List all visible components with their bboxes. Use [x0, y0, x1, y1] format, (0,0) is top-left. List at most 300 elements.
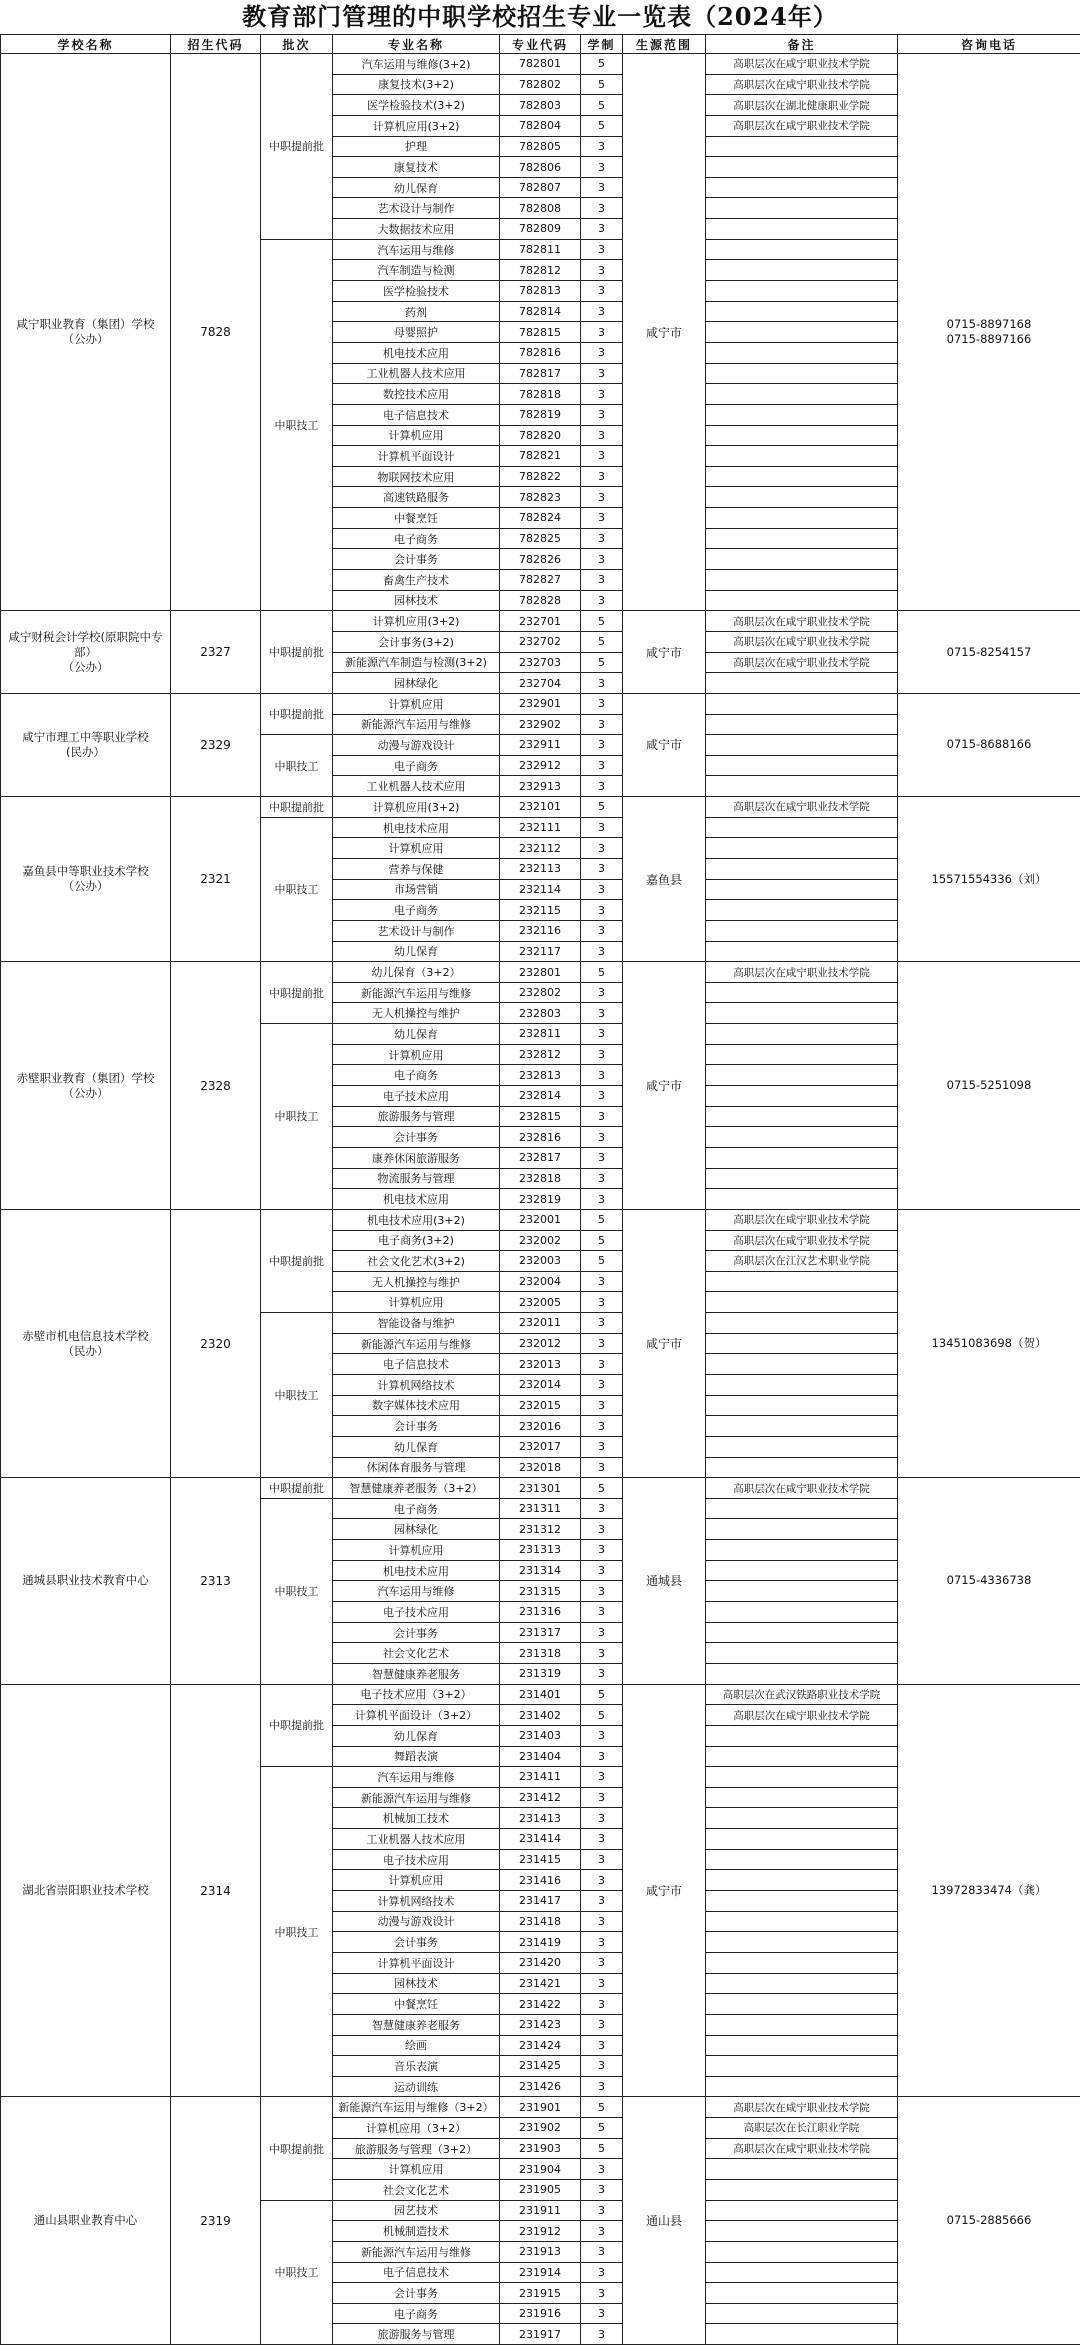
program-code: 231415 — [500, 1849, 581, 1870]
contact-phone: 0715-8254157 — [898, 611, 1080, 694]
program-code: 232702 — [500, 631, 581, 652]
program-code: 782806 — [500, 157, 581, 178]
program-years: 3 — [581, 776, 623, 797]
program-code: 231902 — [500, 2118, 581, 2139]
program-years: 5 — [581, 74, 623, 95]
enroll-code: 2314 — [171, 1684, 261, 2097]
program-years: 5 — [581, 1684, 623, 1705]
program-years: 3 — [581, 301, 623, 322]
program-name: 汽车运用与维修 — [333, 1767, 500, 1788]
program-code: 232703 — [500, 652, 581, 673]
program-name: 计算机平面设计（3+2） — [333, 1705, 500, 1726]
program-note — [706, 1271, 898, 1292]
program-years: 3 — [581, 714, 623, 735]
program-name: 社会文化艺术 — [333, 2179, 500, 2200]
program-name: 机电技术应用 — [333, 1560, 500, 1581]
program-years: 3 — [581, 1767, 623, 1788]
program-code: 232701 — [500, 611, 581, 632]
program-name: 新能源汽车运用与维修 — [333, 714, 500, 735]
school-name: 赤壁职业教育（集团）学校 （公办） — [1, 962, 171, 1210]
program-years: 3 — [581, 1540, 623, 1561]
program-name: 机电技术应用 — [333, 817, 500, 838]
program-years: 3 — [581, 1395, 623, 1416]
program-years: 3 — [581, 1911, 623, 1932]
program-years: 3 — [581, 900, 623, 921]
program-note — [706, 2303, 898, 2324]
program-years: 3 — [581, 198, 623, 219]
program-years: 5 — [581, 652, 623, 673]
batch-name: 中职提前批 — [261, 1478, 333, 1499]
program-years: 3 — [581, 590, 623, 611]
program-years: 3 — [581, 1746, 623, 1767]
program-name: 电子技术应用 — [333, 1602, 500, 1623]
program-note — [706, 1168, 898, 1189]
program-code: 231401 — [500, 1684, 581, 1705]
program-name: 会计事务 — [333, 549, 500, 570]
school-name: 通山县职业教育中心 — [1, 2097, 171, 2345]
program-code: 782815 — [500, 322, 581, 343]
program-note — [706, 322, 898, 343]
program-name: 药剂 — [333, 301, 500, 322]
program-note — [706, 177, 898, 198]
program-years: 3 — [581, 2200, 623, 2221]
program-note — [706, 1870, 898, 1891]
program-name: 新能源汽车运用与维修 — [333, 2241, 500, 2262]
header-note: 备注 — [706, 35, 898, 54]
school-name: 嘉鱼县中等职业技术学校 （公办） — [1, 797, 171, 962]
program-code: 231318 — [500, 1643, 581, 1664]
program-years: 3 — [581, 879, 623, 900]
program-years: 3 — [581, 982, 623, 1003]
batch-name: 中职技工 — [261, 735, 333, 797]
program-note — [706, 157, 898, 178]
program-years: 5 — [581, 115, 623, 136]
program-name: 数控技术应用 — [333, 384, 500, 405]
program-name: 电子信息技术 — [333, 404, 500, 425]
program-note — [706, 920, 898, 941]
program-name: 计算机应用（3+2） — [333, 2118, 500, 2139]
region: 咸宁市 — [623, 693, 706, 796]
program-years: 3 — [581, 1560, 623, 1581]
program-code: 782808 — [500, 198, 581, 219]
program-name: 园林技术 — [333, 590, 500, 611]
program-years: 3 — [581, 941, 623, 962]
program-note — [706, 446, 898, 467]
program-years: 3 — [581, 1870, 623, 1891]
program-name: 艺术设计与制作 — [333, 920, 500, 941]
program-note: 高职层次在咸宁职业技术学院 — [706, 1478, 898, 1499]
region: 通城县 — [623, 1478, 706, 1684]
program-note — [706, 879, 898, 900]
program-name: 电子商务 — [333, 528, 500, 549]
program-note: 高职层次在咸宁职业技术学院 — [706, 115, 898, 136]
program-note — [706, 1994, 898, 2015]
contact-phone: 15571554336（刘） — [898, 797, 1080, 962]
program-note — [706, 1952, 898, 1973]
program-name: 工业机器人技术应用 — [333, 776, 500, 797]
program-name: 市场营销 — [333, 879, 500, 900]
enroll-code: 7828 — [171, 54, 261, 611]
program-name: 智慧健康养老服务（3+2） — [333, 1478, 500, 1499]
program-note — [706, 1313, 898, 1334]
batch-name: 中职技工 — [261, 1767, 333, 2097]
program-name: 园艺技术 — [333, 2200, 500, 2221]
program-note — [706, 1024, 898, 1045]
program-years: 3 — [581, 342, 623, 363]
program-note — [706, 1375, 898, 1396]
program-note — [706, 260, 898, 281]
program-years: 5 — [581, 2138, 623, 2159]
enroll-code: 2320 — [171, 1209, 261, 1477]
program-code: 231414 — [500, 1829, 581, 1850]
program-name: 新能源汽车运用与维修 — [333, 982, 500, 1003]
program-name: 计算机网络技术 — [333, 1375, 500, 1396]
program-note — [706, 363, 898, 384]
program-note — [706, 1849, 898, 1870]
program-name: 社会文化艺术 — [333, 1643, 500, 1664]
program-note — [706, 1540, 898, 1561]
program-code: 232015 — [500, 1395, 581, 1416]
program-name: 园林技术 — [333, 1973, 500, 1994]
program-code: 782822 — [500, 466, 581, 487]
header-region: 生源范围 — [623, 35, 706, 54]
program-code: 231404 — [500, 1746, 581, 1767]
batch-name: 中职提前批 — [261, 1209, 333, 1312]
program-name: 计算机应用 — [333, 1292, 500, 1313]
program-years: 3 — [581, 1787, 623, 1808]
program-note — [706, 714, 898, 735]
program-name: 旅游服务与管理 — [333, 2324, 500, 2345]
program-code: 232101 — [500, 797, 581, 818]
program-note — [706, 487, 898, 508]
enroll-code: 2329 — [171, 693, 261, 796]
program-name: 康复技术 — [333, 157, 500, 178]
program-name: 电子商务 — [333, 900, 500, 921]
program-years: 3 — [581, 1498, 623, 1519]
program-note: 高职层次在湖北健康职业学院 — [706, 95, 898, 116]
program-code: 231420 — [500, 1952, 581, 1973]
program-note — [706, 1333, 898, 1354]
program-code: 231424 — [500, 2035, 581, 2056]
program-code: 232004 — [500, 1271, 581, 1292]
program-name: 新能源汽车运用与维修 — [333, 1787, 500, 1808]
table-row — [1, 1209, 1080, 1230]
program-years: 3 — [581, 363, 623, 384]
program-note — [706, 1602, 898, 1623]
program-name: 电子信息技术 — [333, 2262, 500, 2283]
program-note — [706, 673, 898, 694]
region: 咸宁市 — [623, 962, 706, 1210]
header-school-name: 学校名称 — [1, 35, 171, 54]
program-years: 3 — [581, 1189, 623, 1210]
program-note — [706, 2283, 898, 2304]
program-code: 231411 — [500, 1767, 581, 1788]
program-years: 5 — [581, 631, 623, 652]
header-years: 学制 — [581, 35, 623, 54]
program-name: 会计事务 — [333, 1932, 500, 1953]
program-name: 社会文化艺术(3+2) — [333, 1251, 500, 1272]
program-code: 232117 — [500, 941, 581, 962]
program-years: 3 — [581, 1333, 623, 1354]
program-years: 3 — [581, 817, 623, 838]
program-note — [706, 1808, 898, 1829]
program-note: 高职层次在咸宁职业技术学院 — [706, 631, 898, 652]
batch-name: 中职提前批 — [261, 962, 333, 1024]
header-program-code: 专业代码 — [500, 35, 581, 54]
program-years: 3 — [581, 1581, 623, 1602]
program-years: 3 — [581, 755, 623, 776]
program-note — [706, 2262, 898, 2283]
program-code: 231301 — [500, 1478, 581, 1499]
program-years: 3 — [581, 281, 623, 302]
program-note — [706, 1065, 898, 1086]
school-name: 赤壁市机电信息技术学校 （民办） — [1, 1209, 171, 1477]
program-note — [706, 817, 898, 838]
table-row — [1, 2097, 1080, 2118]
program-note — [706, 858, 898, 879]
program-name: 计算机应用 — [333, 693, 500, 714]
program-years: 5 — [581, 1705, 623, 1726]
program-code: 231403 — [500, 1725, 581, 1746]
program-years: 3 — [581, 838, 623, 859]
program-note — [706, 342, 898, 363]
program-note: 高职层次在咸宁职业技术学院 — [706, 1705, 898, 1726]
program-name: 机电技术应用(3+2) — [333, 1209, 500, 1230]
program-code: 231421 — [500, 1973, 581, 1994]
program-years: 3 — [581, 322, 623, 343]
program-name: 新能源汽车运用与维修（3+2） — [333, 2097, 500, 2118]
program-name: 计算机平面设计 — [333, 446, 500, 467]
program-years: 3 — [581, 2303, 623, 2324]
program-years: 5 — [581, 54, 623, 75]
program-note — [706, 755, 898, 776]
program-years: 3 — [581, 1354, 623, 1375]
program-code: 231916 — [500, 2303, 581, 2324]
school-name: 咸宁财税会计学校(原职院中专部） （公办） — [1, 611, 171, 694]
program-code: 232005 — [500, 1292, 581, 1313]
enroll-code: 2327 — [171, 611, 261, 694]
program-name: 计算机应用 — [333, 2159, 500, 2180]
school-name: 通城县职业技术教育中心 — [1, 1478, 171, 1684]
program-name: 电子商务 — [333, 1498, 500, 1519]
program-note — [706, 549, 898, 570]
program-code: 782803 — [500, 95, 581, 116]
program-note: 高职层次在江汉艺术职业学院 — [706, 1251, 898, 1272]
program-years: 3 — [581, 239, 623, 260]
program-code: 231911 — [500, 2200, 581, 2221]
program-years: 3 — [581, 2014, 623, 2035]
program-note — [706, 1292, 898, 1313]
program-note — [706, 1643, 898, 1664]
program-name: 会计事务 — [333, 1416, 500, 1437]
program-code: 231912 — [500, 2221, 581, 2242]
region: 咸宁市 — [623, 611, 706, 694]
program-code: 232813 — [500, 1065, 581, 1086]
program-code: 232811 — [500, 1024, 581, 1045]
program-code: 231422 — [500, 1994, 581, 2015]
program-years: 3 — [581, 1519, 623, 1540]
table-row — [1, 54, 1080, 75]
program-name: 运动训练 — [333, 2076, 500, 2097]
program-years: 3 — [581, 1622, 623, 1643]
program-code: 782809 — [500, 219, 581, 240]
program-years: 3 — [581, 2179, 623, 2200]
program-code: 232011 — [500, 1313, 581, 1334]
program-name: 智慧健康养老服务 — [333, 1663, 500, 1684]
program-years: 3 — [581, 425, 623, 446]
contact-phone: 0715-4336738 — [898, 1478, 1080, 1684]
program-name: 计算机应用 — [333, 1540, 500, 1561]
program-years: 3 — [581, 136, 623, 157]
program-code: 231423 — [500, 2014, 581, 2035]
table-row — [1, 1478, 1080, 1499]
program-note — [706, 900, 898, 921]
program-note — [706, 1581, 898, 1602]
program-note — [706, 2035, 898, 2056]
program-name: 机电技术应用 — [333, 1189, 500, 1210]
contact-phone: 0715-8897168 0715-8897166 — [898, 54, 1080, 611]
program-code: 782818 — [500, 384, 581, 405]
header-phone: 咨询电话 — [898, 35, 1080, 54]
program-code: 232112 — [500, 838, 581, 859]
program-note — [706, 838, 898, 859]
program-note — [706, 384, 898, 405]
program-code: 782828 — [500, 590, 581, 611]
program-code: 782807 — [500, 177, 581, 198]
program-code: 782813 — [500, 281, 581, 302]
contact-phone: 13972833474（龚） — [898, 1684, 1080, 2097]
program-code: 232818 — [500, 1168, 581, 1189]
program-years: 3 — [581, 735, 623, 756]
region: 嘉鱼县 — [623, 797, 706, 962]
program-name: 机械制造技术 — [333, 2221, 500, 2242]
program-name: 电子商务 — [333, 2303, 500, 2324]
program-name: 音乐表演 — [333, 2056, 500, 2077]
program-years: 3 — [581, 1849, 623, 1870]
program-note — [706, 2324, 898, 2345]
program-years: 3 — [581, 1024, 623, 1045]
program-code: 231419 — [500, 1932, 581, 1953]
table-row — [1, 693, 1080, 714]
program-name: 数字媒体技术应用 — [333, 1395, 500, 1416]
program-code: 231425 — [500, 2056, 581, 2077]
program-years: 3 — [581, 528, 623, 549]
program-years: 3 — [581, 487, 623, 508]
program-years: 3 — [581, 1973, 623, 1994]
program-years: 3 — [581, 1292, 623, 1313]
program-years: 5 — [581, 1209, 623, 1230]
program-note: 高职层次在咸宁职业技术学院 — [706, 611, 898, 632]
page-title: 教育部门管理的中职学校招生专业一览表（2024年） — [0, 0, 1080, 50]
program-code: 231315 — [500, 1581, 581, 1602]
region: 咸宁市 — [623, 54, 706, 611]
program-years: 3 — [581, 219, 623, 240]
program-years: 3 — [581, 2283, 623, 2304]
program-name: 高速铁路服务 — [333, 487, 500, 508]
program-code: 232017 — [500, 1436, 581, 1457]
program-name: 汽车制造与检测 — [333, 260, 500, 281]
program-code: 231417 — [500, 1891, 581, 1912]
program-years: 3 — [581, 1003, 623, 1024]
program-code: 232803 — [500, 1003, 581, 1024]
program-code: 231311 — [500, 1498, 581, 1519]
batch-name: 中职技工 — [261, 1313, 333, 1478]
program-note — [706, 1560, 898, 1581]
batch-name: 中职提前批 — [261, 611, 333, 694]
program-years: 3 — [581, 1891, 623, 1912]
enroll-code: 2328 — [171, 962, 261, 1210]
program-years: 3 — [581, 404, 623, 425]
program-years: 3 — [581, 1086, 623, 1107]
program-years: 3 — [581, 1952, 623, 1973]
program-note: 高职层次在咸宁职业技术学院 — [706, 1209, 898, 1230]
program-note — [706, 425, 898, 446]
program-note — [706, 2159, 898, 2180]
program-name: 计算机应用 — [333, 838, 500, 859]
program-code: 232116 — [500, 920, 581, 941]
batch-name: 中职提前批 — [261, 693, 333, 734]
program-note — [706, 1003, 898, 1024]
program-code: 231312 — [500, 1519, 581, 1540]
program-note — [706, 281, 898, 302]
program-years: 3 — [581, 1725, 623, 1746]
program-name: 机械加工技术 — [333, 1808, 500, 1829]
program-name: 营养与保健 — [333, 858, 500, 879]
program-name: 计算机应用 — [333, 1870, 500, 1891]
program-name: 机电技术应用 — [333, 342, 500, 363]
program-code: 231905 — [500, 2179, 581, 2200]
program-name: 计算机应用 — [333, 425, 500, 446]
program-code: 232911 — [500, 735, 581, 756]
contact-phone: 0715-8688166 — [898, 693, 1080, 796]
program-years: 3 — [581, 1065, 623, 1086]
program-note — [706, 508, 898, 529]
program-code: 232815 — [500, 1106, 581, 1127]
program-note: 高职层次在咸宁职业技术学院 — [706, 2097, 898, 2118]
program-note — [706, 2221, 898, 2242]
program-note — [706, 1746, 898, 1767]
program-note — [706, 404, 898, 425]
program-code: 782812 — [500, 260, 581, 281]
batch-name: 中职提前批 — [261, 54, 333, 240]
school-name: 咸宁市理工中等职业学校 (民办） — [1, 693, 171, 796]
program-years: 5 — [581, 1478, 623, 1499]
program-note — [706, 1767, 898, 1788]
program-note — [706, 1457, 898, 1478]
program-name: 康复技术(3+2) — [333, 74, 500, 95]
program-note: 高职层次在咸宁职业技术学院 — [706, 54, 898, 75]
program-note: 高职层次在长江职业学院 — [706, 2118, 898, 2139]
program-name: 动漫与游戏设计 — [333, 1911, 500, 1932]
program-note — [706, 239, 898, 260]
program-code: 231914 — [500, 2262, 581, 2283]
program-code: 782824 — [500, 508, 581, 529]
program-note: 高职层次在咸宁职业技术学院 — [706, 797, 898, 818]
enrollment-table — [0, 34, 1080, 2345]
program-note: 高职层次在咸宁职业技术学院 — [706, 2138, 898, 2159]
program-name: 汽车运用与维修 — [333, 239, 500, 260]
program-note — [706, 1498, 898, 1519]
program-note — [706, 1127, 898, 1148]
region: 咸宁市 — [623, 1209, 706, 1477]
program-name: 汽车运用与维修(3+2) — [333, 54, 500, 75]
program-name: 幼儿保育 — [333, 1725, 500, 1746]
program-code: 232902 — [500, 714, 581, 735]
table-row — [1, 611, 1080, 632]
program-name: 电子商务(3+2) — [333, 1230, 500, 1251]
program-code: 231416 — [500, 1870, 581, 1891]
program-code: 232003 — [500, 1251, 581, 1272]
